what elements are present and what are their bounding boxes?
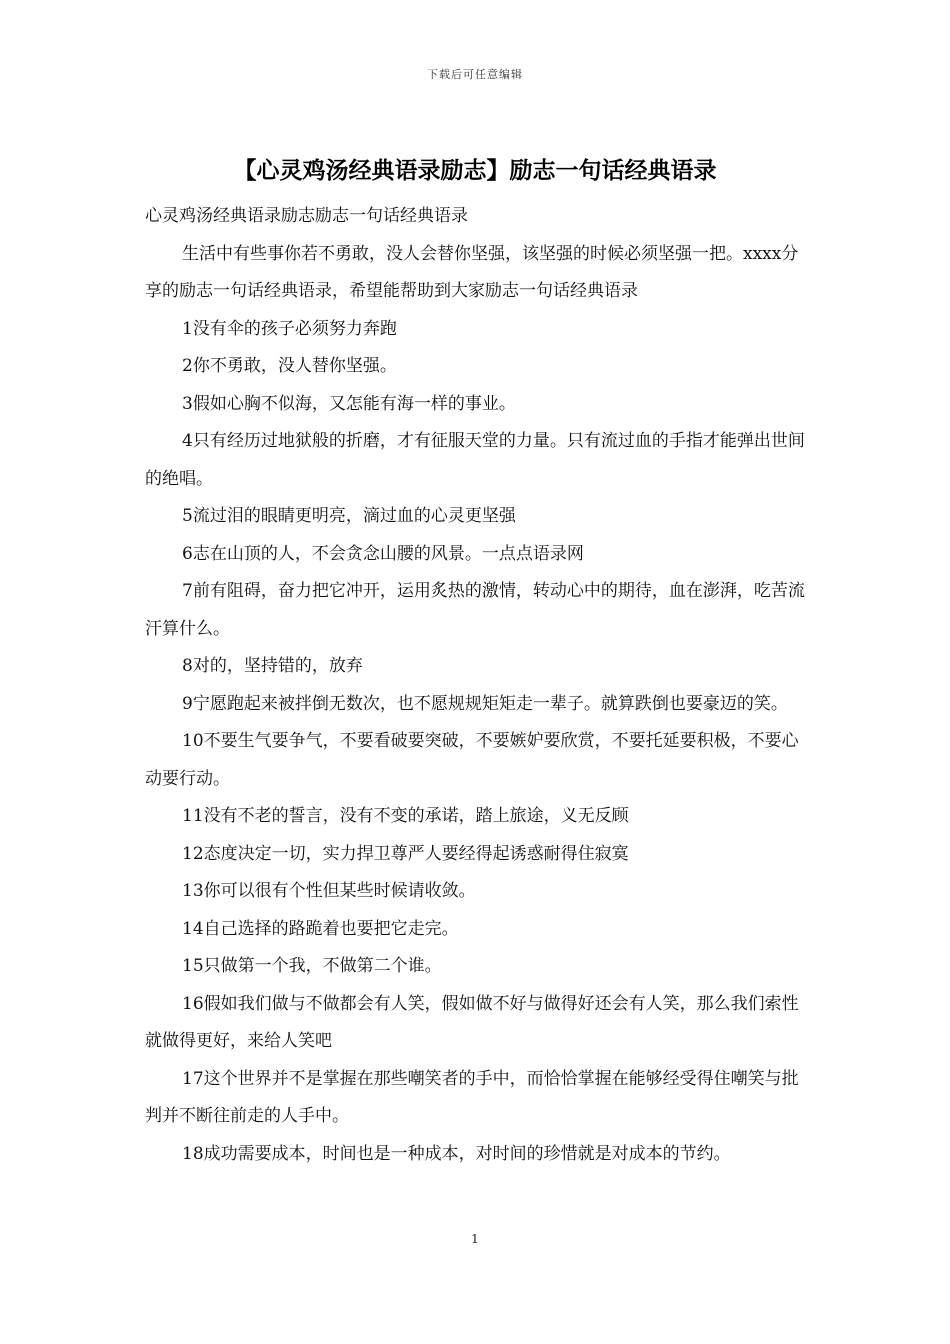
quote-item: 1没有伞的孩子必须努力奔跑 [182,318,397,339]
page-number: 1 [471,1232,479,1246]
quote-item: 16假如我们做与不做都会有人笑，假如做不好与做得好还会有人笑，那么我们索性就做得更好，来给人笑吧 [145,993,799,1051]
intro-paragraph: 生活中有些事你若不勇敢，没人会替你坚强，该坚强的时候必须坚强一把。xxxx分享的励志一句话经典语录，希望能帮助到大家励志一句话经典语录 [145,243,799,301]
quote-item: 11没有不老的誓言，没有不变的承诺，踏上旅途，义无反顾 [182,806,629,826]
document-body [145,198,810,1173]
document-subtitle: 心灵鸡汤经典语录励志励志一句话经典语录 [145,206,468,226]
quote-item: 12态度决定一切，实力捍卫尊严人要经得起诱惑耐得住寂寞 [182,843,629,864]
quote-item: 18成功需要成本，时间也是一种成本，对时间的珍惜就是对成本的节约。 [182,1143,731,1164]
quote-item: 9宁愿跑起来被拌倒无数次，也不愿规规矩矩走一辈子。就算跌倒也要豪迈的笑。 [182,693,788,714]
document-title: 【心灵鸡汤经典语录励志】励志一句话经典语录 [233,158,717,184]
quote-item: 4只有经历过地狱般的折磨，才有征服天堂的力量。只有流过血的手指才能弹出世间的绝唱。 [145,431,805,489]
quote-item: 17这个世界并不是掌握在那些嘲笑者的手中，而恰恰掌握在能够经受得住嘲笑与批判并不断往前走的人手中。 [145,1068,799,1126]
quote-item: 10不要生气要争气，不要看破要突破，不要嫉妒要欣赏，不要托延要积极，不要心动要行动。 [145,731,799,789]
page-header-note: 下载后可任意编辑 [427,68,523,81]
quote-item: 2你不勇敢，没人替你坚强。 [182,356,397,376]
quote-item: 7前有阻碍，奋力把它冲开，运用炙热的激情，转动心中的期待，血在澎湃，吃苦流汗算什么。 [145,581,805,639]
quote-item: 5流过泪的眼睛更明亮，滴过血的心灵更坚强 [182,506,516,526]
quote-item: 6志在山顶的人，不会贪念山腰的风景。一点点语录网 [182,543,584,564]
quote-item: 13你可以很有个性但某些时候请收敛。 [182,881,476,901]
quote-item: 14自己选择的路跪着也要把它走完。 [182,918,459,939]
quote-item: 3假如心胸不似海，又怎能有海一样的事业。 [182,393,516,414]
quote-item: 15只做第一个我，不做第二个谁。 [182,956,442,976]
quote-item: 8对的，坚持错的，放弃 [182,656,363,676]
